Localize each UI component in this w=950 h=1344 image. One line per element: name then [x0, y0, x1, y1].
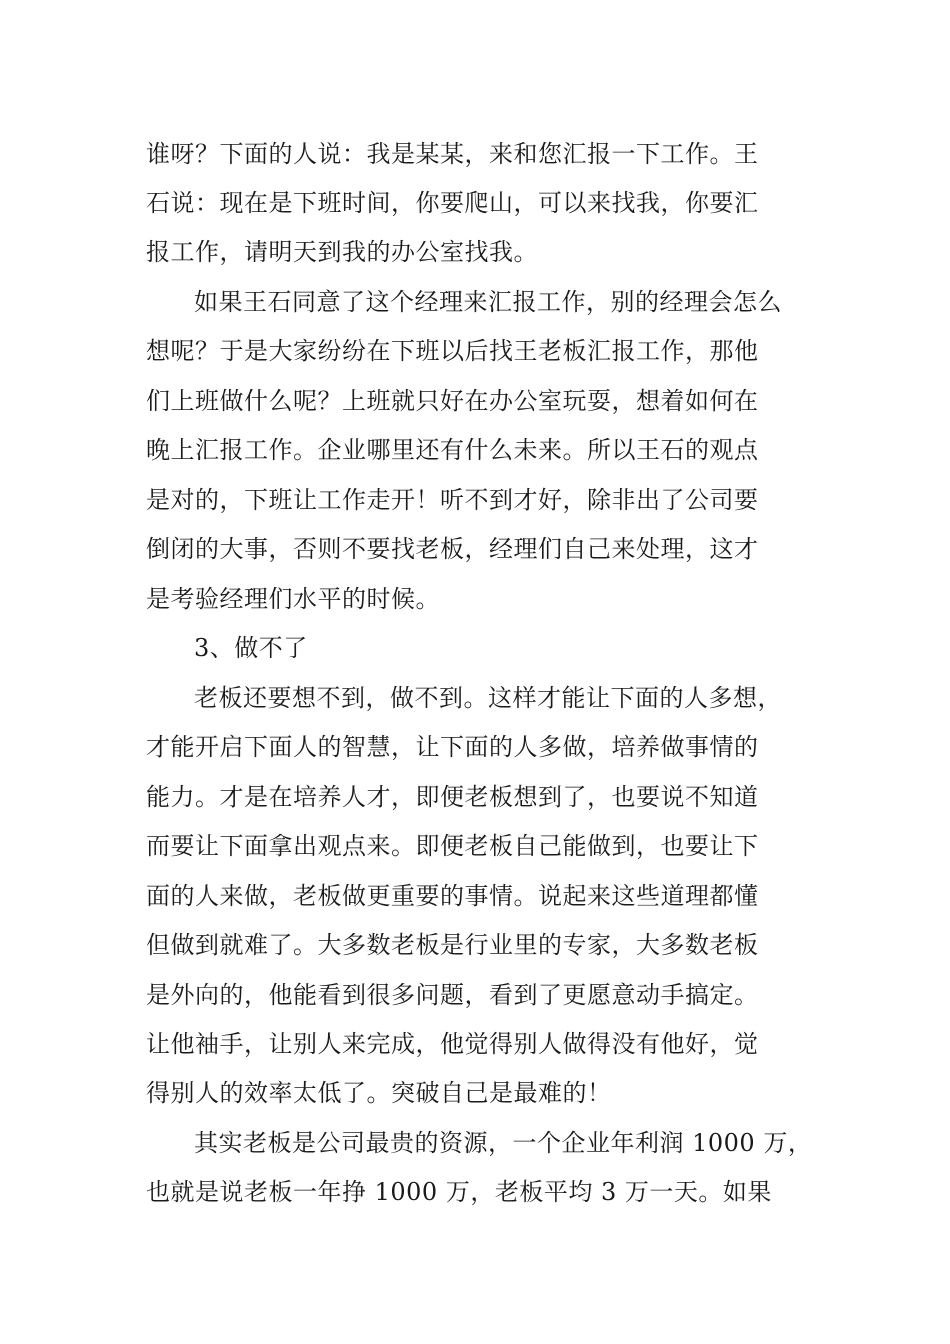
text-line: 是外向的，他能看到很多问题，看到了更愿意动手搞定。 [146, 981, 759, 1009]
text-line: 们上班做什么呢？上班就只好在办公室玩耍，想着如何在 [146, 387, 759, 415]
text-line: 谁呀？下面的人说：我是某某，来和您汇报一下工作。王 [146, 140, 759, 168]
text-line: 也就是说老板一年挣 1000 万，老板平均 3 万一天。如果 [146, 1178, 772, 1206]
section-heading: 3、做不了 [194, 634, 308, 662]
text-line: 而要让下面拿出观点来。即便老板自己能做到，也要让下 [146, 832, 759, 860]
text-line: 报工作，请明天到我的办公室找我。 [146, 238, 538, 266]
text-line: 但做到就难了。大多数老板是行业里的专家，大多数老板 [146, 931, 759, 959]
text-line: 得别人的效率太低了。突破自己是最难的！ [146, 1079, 612, 1107]
text-line: 才能开启下面人的智慧，让下面的人多做，培养做事情的 [146, 733, 759, 761]
text-line: 是考验经理们水平的时候。 [146, 585, 440, 613]
text-line: 晚上汇报工作。企业哪里还有什么未来。所以王石的观点 [146, 436, 759, 464]
text-line: 面的人来做，老板做更重要的事情。说起来这些道理都懂 [146, 882, 759, 910]
paragraph-first-line: 其实老板是公司最贵的资源，一个企业年利润 1000 万， [194, 1129, 813, 1157]
text-line: 石说：现在是下班时间，你要爬山，可以来找我，你要汇 [146, 189, 759, 217]
paragraph-first-line: 如果王石同意了这个经理来汇报工作，别的经理会怎么 [194, 288, 782, 316]
text-line: 想呢？于是大家纷纷在下班以后找王老板汇报工作，那他 [146, 337, 759, 365]
text-line: 倒闭的大事，否则不要找老板，经理们自己来处理，这才 [146, 535, 759, 563]
text-line: 让他袖手，让别人来完成，他觉得别人做得没有他好，觉 [146, 1030, 759, 1058]
text-line: 是对的，下班让工作走开！听不到才好，除非出了公司要 [146, 486, 759, 514]
text-line: 能力。才是在培养人才，即便老板想到了，也要说不知道 [146, 783, 759, 811]
paragraph-first-line: 老板还要想不到，做不到。这样才能让下面的人多想， [194, 684, 782, 712]
